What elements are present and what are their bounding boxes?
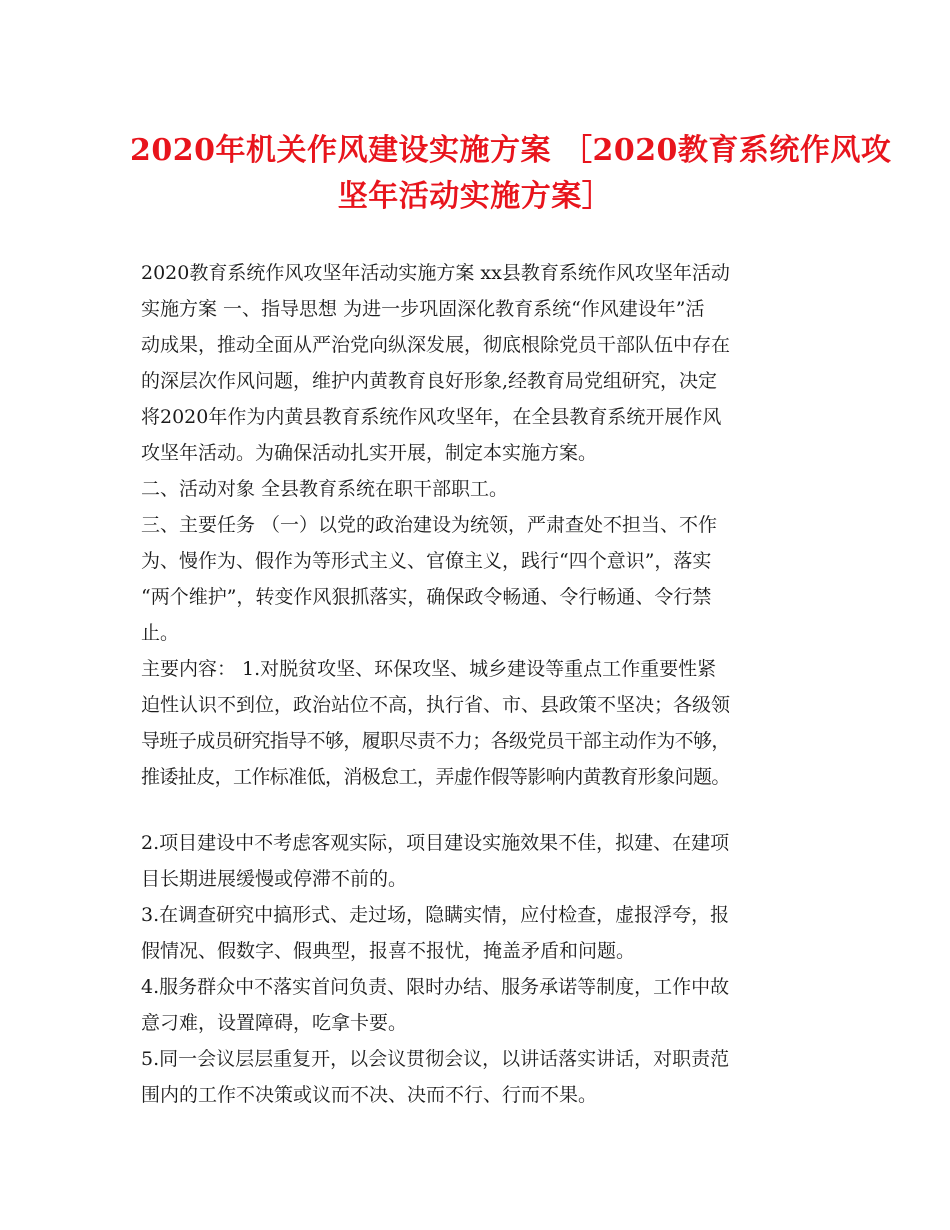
body-line: 主要内容： 1.对脱贫攻坚、环保攻坚、城乡建设等重点工作重要性紧 <box>141 658 717 680</box>
body-line: 迫性认识不到位，政治站位不高，执行省、市、县政策不坚决；各级领 <box>141 694 731 716</box>
body-line: 假情况、假数字、假典型，报喜不报忧，掩盖矛盾和问题。 <box>141 940 636 962</box>
body-line: 5.同一会议层层重复开，以会议贯彻会议，以讲话落实讲话，对职责范 <box>141 1048 730 1070</box>
body-line: 围内的工作不决策或议而不决、决而不行、行而不果。 <box>141 1084 598 1106</box>
body-line: 攻坚年活动。为确保活动扎实开展，制定本实施方案。 <box>141 442 598 464</box>
body-line: 三、主要任务 （一）以党的政治建设为统领，严肃查处不担当、不作 <box>141 514 718 536</box>
body-line: 意刁难，设置障碍，吃拿卡要。 <box>141 1012 408 1034</box>
body-line: 的深层次作风问题，维护内黄教育良好形象,经教育局党组研究，决定 <box>141 370 718 392</box>
document-title <box>130 128 892 220</box>
document-body <box>141 255 831 1113</box>
body-line: 2.项目建设中不考虑客观实际，项目建设实施效果不佳，拟建、在建项 <box>141 832 730 854</box>
body-line: 动成果，推动全面从严治党向纵深发展，彻底根除党员干部队伍中存在 <box>141 334 731 356</box>
body-line: 止。 <box>141 622 180 644</box>
body-line: 为、慢作为、假作为等形式主义、官僚主义，践行“四个意识”，落实 <box>141 550 712 572</box>
paragraph-gap <box>141 795 831 825</box>
body-line: 导班子成员研究指导不够，履职尽责不力；各级党员干部主动作为不够， <box>141 730 730 752</box>
title-line-2: 坚年活动实施方案］ <box>337 179 613 214</box>
body-line: “两个维护”，转变作风狠抓落实，确保政令畅通、令行畅通、令行禁 <box>141 586 712 608</box>
body-line: 二、活动对象 全县教育系统在职干部职工。 <box>141 478 509 500</box>
title-line-1: 2020年机关作风建设实施方案 ［2020教育系统作风攻 <box>130 133 892 168</box>
body-line: 2020教育系统作风攻坚年活动实施方案 xx县教育系统作风攻坚年活动 <box>141 262 730 284</box>
body-line: 4.服务群众中不落实首问负责、限时办结、服务承诺等制度，工作中故 <box>141 976 730 998</box>
body-line: 推诿扯皮，工作标准低，消极怠工，弄虚作假等影响内黄教育形象问题。 <box>141 766 730 788</box>
body-line: 实施方案 一、指导思想 为进一步巩固深化教育系统“作风建设年”活 <box>141 298 705 320</box>
body-line: 3.在调查研究中搞形式、走过场，隐瞒实情，应付检查，虚报浮夸，报 <box>141 904 730 926</box>
body-line: 目长期进展缓慢或停滞不前的。 <box>141 868 408 890</box>
body-line: 将2020年作为内黄县教育系统作风攻坚年，在全县教育系统开展作风 <box>141 406 722 428</box>
